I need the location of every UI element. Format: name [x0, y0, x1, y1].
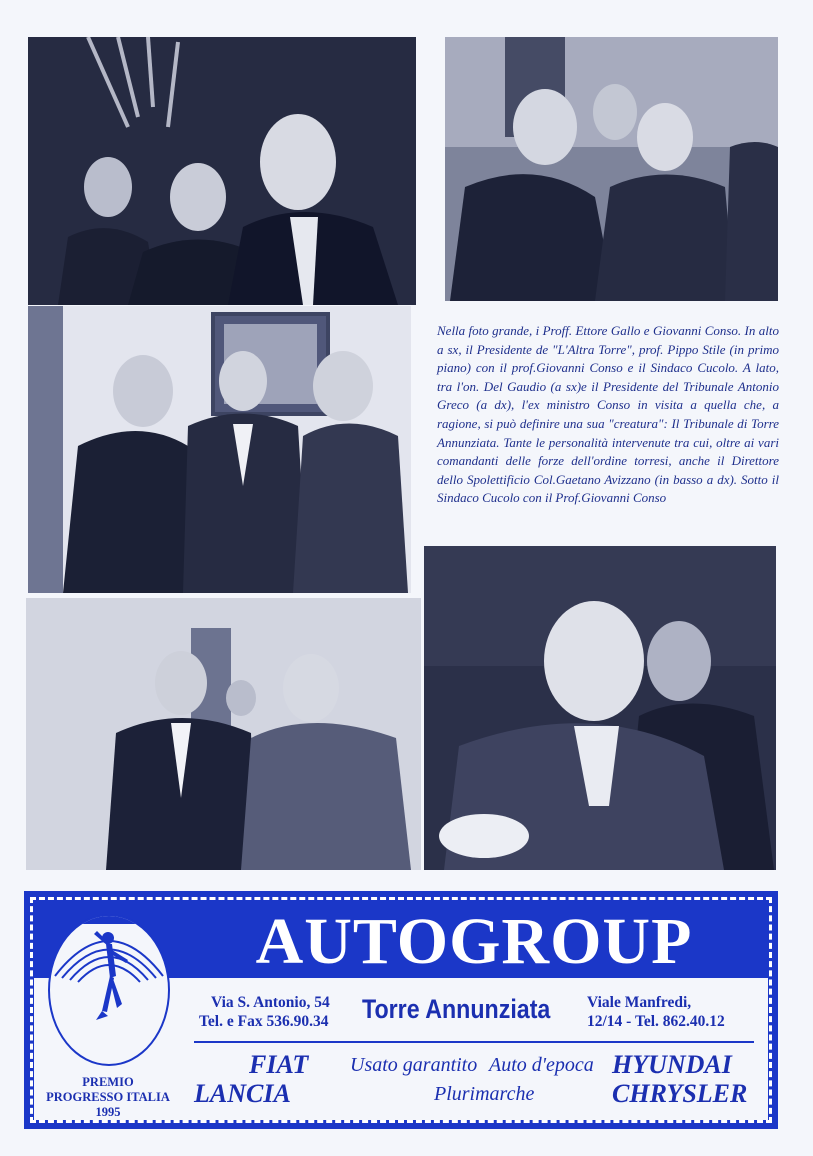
- premio-logo: [48, 914, 170, 1066]
- brand-lancia: LANCIA: [194, 1079, 291, 1108]
- address-right-phone: 12/14 - Tel. 862.40.12: [587, 1013, 725, 1030]
- vintage-cars-label: Auto d'epoca: [489, 1054, 594, 1076]
- brand-chrysler: CHRYSLER: [612, 1079, 748, 1108]
- premio-award-label: [38, 1075, 178, 1120]
- multibrand-label: Plurimarche: [434, 1083, 535, 1105]
- photo-caption: Nella foto grande, i Proff. Ettore Gallo e Giovanni Conso. In alto a sx, il Presidente de "L'Altra Torre", prof. Pippo Stile (in primo piano) con il prof.Giovanni Conso e il Sindaco Cucolo. A lato, tra l'on. Del Gaudio (a sx)e il Presidente del Tribunale Antonio Greco (a dx), l'ex ministro Conso in visita a quella che, a ragione, si può definire una sua "creatura": Il Tribunale di Torre Annunziata. Tante le personalità intervenute tra cui, oltre ai vari comandanti delle forze dell'ordine torresi, anche il Direttore dello Spolettificio Col.Gaetano Avizzano (in basso a dx). Sotto il Sindaco Cucolo con il Prof.Giovanni Conso: [437, 323, 779, 506]
- address-left: [199, 993, 330, 1031]
- address-right: [587, 993, 725, 1031]
- ad-divider: [194, 1041, 754, 1043]
- photo-middle-left: [28, 306, 411, 593]
- photo-bottom-left: [26, 598, 421, 870]
- used-cars-label: Usato garantito: [350, 1054, 478, 1076]
- premio-line-2: PROGRESSO ITALIA 1995: [46, 1090, 170, 1119]
- ad-city: Torre Annunziata: [362, 994, 551, 1024]
- photo-top-right: [445, 37, 778, 301]
- autogroup-advertisement: [24, 891, 778, 1129]
- address-left-phone: Tel. e Fax 536.90.34: [199, 1013, 329, 1030]
- photo-bottom-right: [424, 546, 776, 870]
- people-photo-icon: [424, 546, 776, 870]
- people-photo-icon: [26, 598, 421, 870]
- people-photo-icon: [28, 306, 411, 593]
- brand-fiat: FIAT: [249, 1050, 309, 1079]
- ad-brand-name: AUTOGROUP: [255, 905, 693, 978]
- mercury-figure-icon: [50, 916, 168, 1064]
- premio-line-1: PREMIO: [82, 1075, 134, 1089]
- photo-top-left: [28, 37, 416, 305]
- brand-hyundai: HYUNDAI: [612, 1050, 732, 1079]
- address-left-street: Via S. Antonio, 54: [211, 994, 330, 1011]
- address-right-street: Viale Manfredi,: [587, 994, 692, 1011]
- people-photo-icon: [445, 37, 778, 301]
- people-photo-icon: [28, 37, 416, 305]
